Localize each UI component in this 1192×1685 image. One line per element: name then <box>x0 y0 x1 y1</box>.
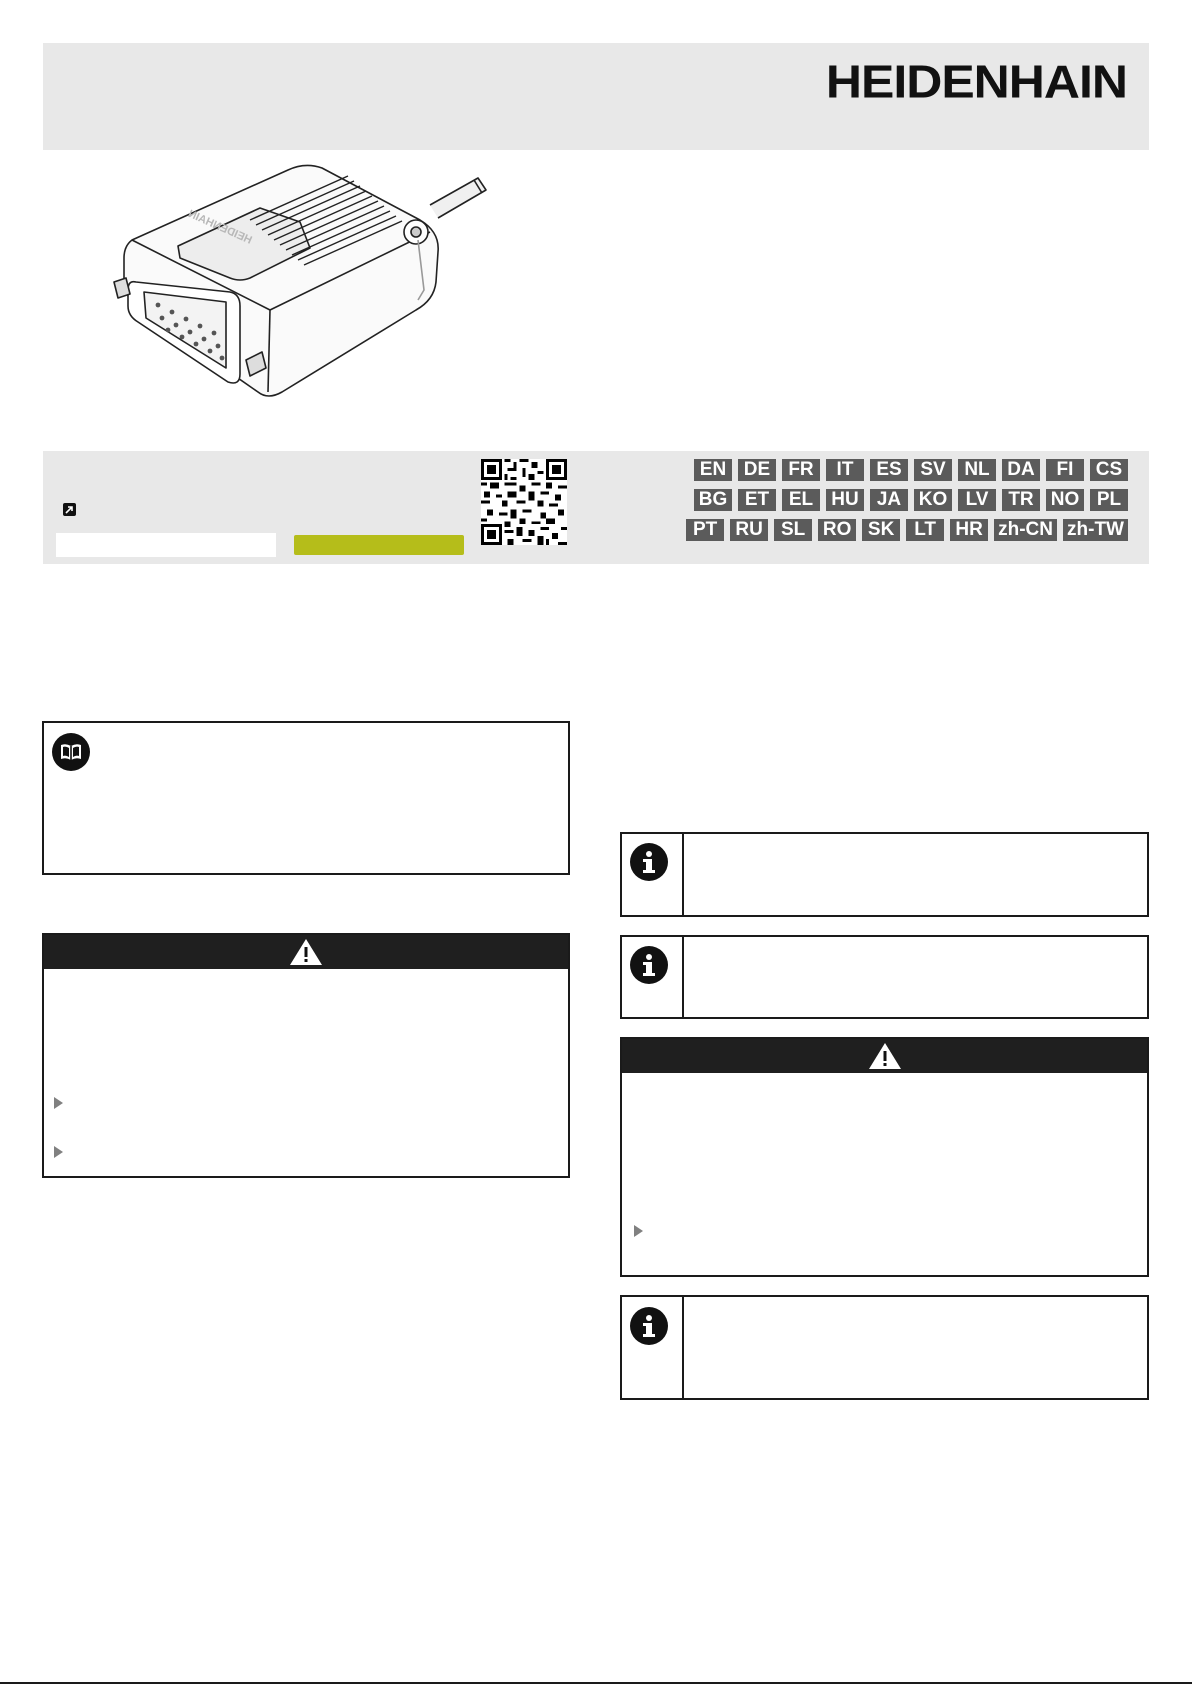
language-tag-el[interactable]: EL <box>782 489 820 511</box>
warning-header <box>622 1039 1147 1073</box>
language-tag-ko[interactable]: KO <box>914 489 952 511</box>
language-tag-bg[interactable]: BG <box>694 489 732 511</box>
manual-note-box <box>42 721 570 875</box>
language-tag-nl[interactable]: NL <box>958 459 996 481</box>
warning-box-right <box>620 1037 1149 1277</box>
language-tag-lv[interactable]: LV <box>958 489 996 511</box>
accent-bar <box>294 535 464 555</box>
language-tag-zh-cn[interactable]: zh-CN <box>994 519 1057 541</box>
warning-box <box>42 933 570 1178</box>
info-icon <box>630 843 668 881</box>
warning-triangle-icon <box>289 938 323 966</box>
language-tag-es[interactable]: ES <box>870 459 908 481</box>
language-tag-fi[interactable]: FI <box>1046 459 1084 481</box>
document-id-field[interactable] <box>56 533 276 557</box>
language-tag-zh-tw[interactable]: zh-TW <box>1063 519 1128 541</box>
language-tag-tr[interactable]: TR <box>1002 489 1040 511</box>
info-icon <box>630 1307 668 1345</box>
external-link-icon[interactable] <box>63 503 76 516</box>
warning-triangle-icon <box>868 1042 902 1070</box>
brand-logo: HEIDENHAIN <box>825 55 1127 108</box>
qr-code-icon[interactable] <box>481 459 567 545</box>
language-tag-cs[interactable]: CS <box>1090 459 1128 481</box>
footer-rule <box>0 1682 1192 1684</box>
language-tag-sl[interactable]: SL <box>774 519 812 541</box>
language-tag-sv[interactable]: SV <box>914 459 952 481</box>
info-icon <box>630 946 668 984</box>
language-tag-fr[interactable]: FR <box>782 459 820 481</box>
language-tag-ja[interactable]: JA <box>870 489 908 511</box>
info-icon-column <box>622 937 684 1017</box>
language-tag-ro[interactable]: RO <box>818 519 856 541</box>
info-box-2 <box>620 935 1149 1019</box>
language-row-3 <box>686 519 1128 541</box>
warning-header <box>44 935 568 969</box>
language-tag-hr[interactable]: HR <box>950 519 988 541</box>
info-icon-column <box>622 1297 684 1398</box>
language-tag-sk[interactable]: SK <box>862 519 900 541</box>
language-row-2 <box>694 489 1128 511</box>
language-row-1 <box>694 459 1128 481</box>
language-tag-lt[interactable]: LT <box>906 519 944 541</box>
language-tag-it[interactable]: IT <box>826 459 864 481</box>
language-tag-de[interactable]: DE <box>738 459 776 481</box>
language-tag-ru[interactable]: RU <box>730 519 768 541</box>
book-icon <box>52 733 90 771</box>
language-tag-pt[interactable]: PT <box>686 519 724 541</box>
info-icon-column <box>622 834 684 915</box>
language-tag-en[interactable]: EN <box>694 459 732 481</box>
language-tag-et[interactable]: ET <box>738 489 776 511</box>
bullet-arrow-icon <box>54 1097 63 1109</box>
info-box-1 <box>620 832 1149 917</box>
housing-label: HEIDENHAIN <box>186 207 254 247</box>
language-tag-hu[interactable]: HU <box>826 489 864 511</box>
info-box-3 <box>620 1295 1149 1400</box>
language-tag-pl[interactable]: PL <box>1090 489 1128 511</box>
connector-illustration <box>100 160 500 420</box>
bullet-arrow-icon <box>54 1146 63 1158</box>
language-tag-no[interactable]: NO <box>1046 489 1084 511</box>
bullet-arrow-icon <box>634 1225 643 1237</box>
language-tag-da[interactable]: DA <box>1002 459 1040 481</box>
page-header <box>43 43 1149 150</box>
